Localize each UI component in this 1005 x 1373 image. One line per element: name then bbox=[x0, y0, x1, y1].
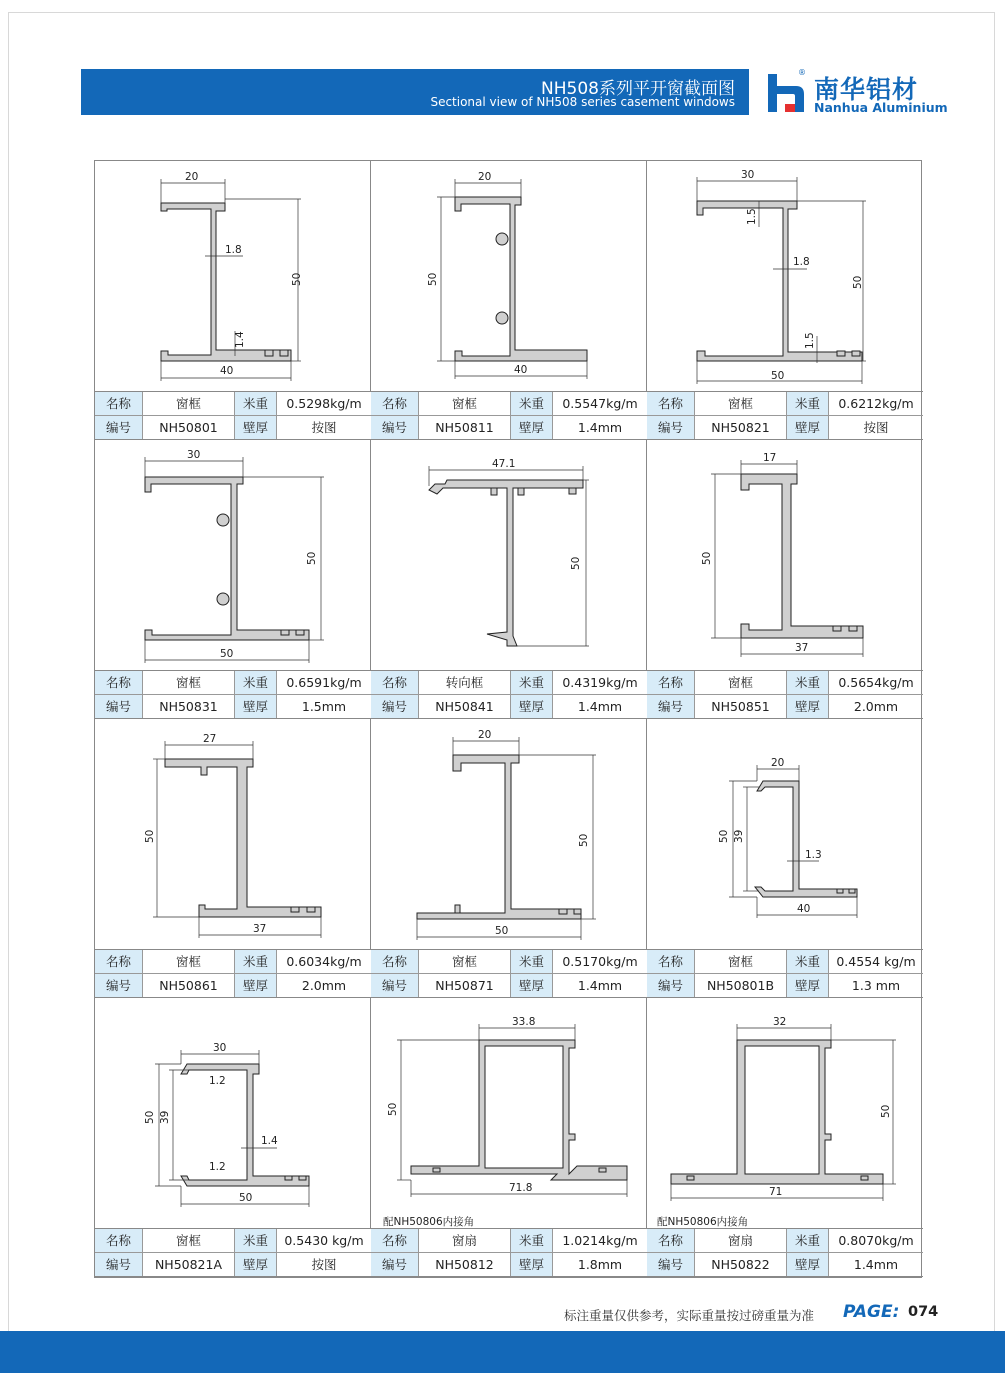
label-code: 编号 bbox=[647, 416, 694, 439]
profile-name: 窗框 bbox=[418, 950, 510, 973]
page-title: NH508系列平开窗截面图 bbox=[541, 79, 735, 99]
profile-code: NH50822 bbox=[694, 1253, 786, 1276]
section-drawing-nh50831 bbox=[95, 440, 371, 670]
label-weight: 米重 bbox=[786, 1229, 828, 1252]
label-name: 名称 bbox=[647, 392, 694, 415]
label-thickness: 壁厚 bbox=[786, 695, 828, 718]
dim-inner: 39 bbox=[159, 1110, 171, 1124]
section-drawing-nh50801b bbox=[647, 719, 923, 949]
label-code: 编号 bbox=[371, 695, 418, 718]
registered-mark: ® bbox=[798, 68, 806, 77]
dim-height: 50 bbox=[427, 272, 439, 286]
profile-code: NH50812 bbox=[418, 1253, 510, 1276]
label-name: 名称 bbox=[95, 950, 142, 973]
profile-code: NH50821A bbox=[142, 1253, 234, 1276]
dim-thickness: 1.2 bbox=[209, 1075, 226, 1087]
label-name: 名称 bbox=[371, 950, 418, 973]
label-weight: 米重 bbox=[510, 950, 552, 973]
profile-code: NH50851 bbox=[694, 695, 786, 718]
label-code: 编号 bbox=[647, 695, 694, 718]
profile-thickness: 2.0mm bbox=[276, 974, 371, 997]
profile-code: NH50801B bbox=[694, 974, 786, 997]
dim-top: 20 bbox=[771, 757, 785, 769]
page-label: PAGE: bbox=[843, 1302, 900, 1322]
profile-drawing bbox=[647, 161, 923, 392]
profile-thickness: 1.4mm bbox=[552, 974, 647, 997]
dim-height: 50 bbox=[701, 551, 713, 565]
label-thickness: 壁厚 bbox=[786, 416, 828, 439]
profile-code: NH50871 bbox=[418, 974, 510, 997]
profile-cell-nh50811 bbox=[371, 161, 647, 440]
profile-cell-nh50851 bbox=[647, 440, 923, 719]
brand-logo bbox=[768, 70, 948, 116]
dim-thickness: 1.8 bbox=[793, 256, 810, 268]
nanhua-logo-icon bbox=[768, 72, 806, 112]
dim-thickness: 1.3 bbox=[805, 849, 822, 861]
label-weight: 米重 bbox=[234, 392, 276, 415]
profile-weight: 0.6034kg/m bbox=[276, 950, 371, 973]
profile-info bbox=[371, 1229, 647, 1277]
profile-drawing bbox=[95, 998, 371, 1229]
label-weight: 米重 bbox=[234, 1229, 276, 1252]
profile-drawing bbox=[371, 440, 647, 671]
label-name: 名称 bbox=[371, 392, 418, 415]
label-code: 编号 bbox=[95, 974, 142, 997]
label-code: 编号 bbox=[95, 416, 142, 439]
label-name: 名称 bbox=[95, 671, 142, 694]
dim-height: 50 bbox=[880, 1104, 892, 1118]
label-weight: 米重 bbox=[786, 950, 828, 973]
profile-name: 窗框 bbox=[142, 671, 234, 694]
profile-name: 窗框 bbox=[694, 671, 786, 694]
section-drawing-nh50841 bbox=[371, 440, 647, 670]
profile-thickness: 1.4mm bbox=[552, 416, 647, 439]
profile-name: 窗框 bbox=[418, 392, 510, 415]
label-name: 名称 bbox=[647, 1229, 694, 1252]
label-name: 名称 bbox=[371, 1229, 418, 1252]
section-drawing-nh50812 bbox=[371, 998, 647, 1228]
dim-bottom: 37 bbox=[795, 642, 809, 654]
section-drawing-nh50861 bbox=[95, 719, 371, 949]
dim-top: 30 bbox=[741, 169, 755, 181]
profile-thickness: 1.8mm bbox=[552, 1253, 647, 1276]
section-drawing-nh50811 bbox=[371, 161, 647, 391]
label-weight: 米重 bbox=[234, 671, 276, 694]
dim-bottom: 50 bbox=[239, 1192, 253, 1204]
profile-grid bbox=[94, 160, 922, 1278]
page-subtitle: Sectional view of NH508 series casement windows bbox=[430, 95, 735, 109]
dim-top: 20 bbox=[478, 729, 492, 741]
dim-bottom: 40 bbox=[220, 365, 234, 377]
footer-disclaimer: 标注重量仅供参考，实际重量按过磅重量为准 bbox=[564, 1308, 815, 1323]
profile-code: NH50811 bbox=[418, 416, 510, 439]
profile-cell-nh50831 bbox=[95, 440, 371, 719]
label-thickness: 壁厚 bbox=[786, 974, 828, 997]
profile-info bbox=[371, 671, 647, 719]
profile-cell-nh50861 bbox=[95, 719, 371, 998]
profile-code: NH50861 bbox=[142, 974, 234, 997]
dim-top: 33.8 bbox=[512, 1016, 536, 1028]
dim-height: 50 bbox=[144, 1110, 156, 1124]
profile-info bbox=[95, 950, 371, 998]
dim-top: 20 bbox=[185, 171, 199, 183]
dim-height: 50 bbox=[570, 556, 582, 570]
profile-name: 窗框 bbox=[142, 1229, 234, 1252]
label-name: 名称 bbox=[647, 950, 694, 973]
profile-info bbox=[371, 950, 647, 998]
profile-cell-nh50821 bbox=[647, 161, 923, 440]
section-drawing-nh50801 bbox=[95, 161, 371, 391]
profile-name: 窗框 bbox=[142, 950, 234, 973]
section-drawing-nh50821a bbox=[95, 998, 371, 1228]
profile-weight: 0.5170kg/m bbox=[552, 950, 647, 973]
profile-info bbox=[95, 671, 371, 719]
header-banner bbox=[81, 69, 749, 115]
dim-top: 27 bbox=[203, 733, 217, 745]
brand-name-en: Nanhua Aluminium bbox=[814, 100, 948, 115]
profile-name: 窗框 bbox=[694, 392, 786, 415]
dim-top: 17 bbox=[763, 452, 777, 464]
profile-weight: 0.6212kg/m bbox=[828, 392, 923, 415]
label-thickness: 壁厚 bbox=[234, 1253, 276, 1276]
profile-cell-nh50841 bbox=[371, 440, 647, 719]
label-name: 名称 bbox=[95, 1229, 142, 1252]
brand-name-cn: 南华铝材 bbox=[814, 75, 919, 104]
profile-cell-nh50822 bbox=[647, 998, 923, 1277]
profile-info bbox=[647, 671, 923, 719]
dim-thickness: 1.5 bbox=[804, 332, 816, 349]
label-thickness: 壁厚 bbox=[234, 416, 276, 439]
profile-weight: 0.4319kg/m bbox=[552, 671, 647, 694]
profile-cell-nh50812 bbox=[371, 998, 647, 1277]
profile-note: 配NH50806内接角 bbox=[657, 1216, 749, 1228]
page-number: 074 bbox=[908, 1304, 939, 1320]
label-thickness: 壁厚 bbox=[786, 1253, 828, 1276]
dim-thickness: 1.4 bbox=[261, 1135, 278, 1147]
profile-weight: 0.5547kg/m bbox=[552, 392, 647, 415]
dim-height: 50 bbox=[852, 275, 864, 289]
profile-info bbox=[371, 392, 647, 440]
profile-cell-nh50821a bbox=[95, 998, 371, 1277]
label-name: 名称 bbox=[371, 671, 418, 694]
profile-cell-nh50801 bbox=[95, 161, 371, 440]
profile-info bbox=[647, 1229, 923, 1277]
profile-weight: 0.4554 kg/m bbox=[828, 950, 923, 973]
profile-name: 窗框 bbox=[142, 392, 234, 415]
profile-info bbox=[95, 392, 371, 440]
dim-top: 20 bbox=[478, 171, 492, 183]
profile-cell-nh50871 bbox=[371, 719, 647, 998]
label-thickness: 壁厚 bbox=[510, 974, 552, 997]
label-code: 编号 bbox=[647, 1253, 694, 1276]
dim-bottom: 40 bbox=[514, 364, 528, 376]
label-code: 编号 bbox=[95, 1253, 142, 1276]
profile-drawing bbox=[371, 998, 647, 1229]
profile-thickness: 2.0mm bbox=[828, 695, 923, 718]
profile-drawing bbox=[371, 161, 647, 392]
profile-thickness: 按图 bbox=[276, 1253, 371, 1276]
label-thickness: 壁厚 bbox=[510, 1253, 552, 1276]
section-drawing-nh50822 bbox=[647, 998, 923, 1228]
dim-top: 32 bbox=[773, 1016, 787, 1028]
dim-top: 30 bbox=[213, 1042, 227, 1054]
label-weight: 米重 bbox=[510, 392, 552, 415]
label-weight: 米重 bbox=[510, 1229, 552, 1252]
profile-info bbox=[647, 392, 923, 440]
dim-top: 30 bbox=[187, 449, 201, 461]
profile-drawing bbox=[95, 440, 371, 671]
dim-height: 50 bbox=[144, 829, 156, 843]
profile-drawing bbox=[647, 719, 923, 950]
profile-thickness: 1.4mm bbox=[828, 1253, 923, 1276]
profile-thickness: 1.4mm bbox=[552, 695, 647, 718]
dim-height: 50 bbox=[387, 1102, 399, 1116]
label-weight: 米重 bbox=[234, 950, 276, 973]
dim-thickness: 1.4 bbox=[234, 331, 246, 348]
dim-bottom: 50 bbox=[220, 648, 234, 660]
section-drawing-nh50871 bbox=[371, 719, 647, 949]
dim-thickness: 1.8 bbox=[225, 244, 242, 256]
label-thickness: 壁厚 bbox=[510, 416, 552, 439]
profile-drawing bbox=[95, 161, 371, 392]
profile-thickness: 按图 bbox=[828, 416, 923, 439]
dim-bottom: 50 bbox=[771, 370, 785, 382]
label-code: 编号 bbox=[647, 974, 694, 997]
dim-bottom: 71.8 bbox=[509, 1182, 533, 1194]
profile-drawing bbox=[647, 998, 923, 1229]
label-thickness: 壁厚 bbox=[510, 695, 552, 718]
dim-height: 50 bbox=[578, 833, 590, 847]
profile-name: 窗扇 bbox=[694, 1229, 786, 1252]
label-name: 名称 bbox=[95, 392, 142, 415]
profile-info bbox=[95, 1229, 371, 1277]
label-name: 名称 bbox=[647, 671, 694, 694]
profile-code: NH50831 bbox=[142, 695, 234, 718]
profile-code: NH50801 bbox=[142, 416, 234, 439]
dim-inner: 39 bbox=[733, 829, 745, 843]
profile-drawing bbox=[371, 719, 647, 950]
profile-name: 窗扇 bbox=[418, 1229, 510, 1252]
dim-height: 50 bbox=[306, 551, 318, 565]
label-weight: 米重 bbox=[510, 671, 552, 694]
profile-thickness: 1.3 mm bbox=[828, 974, 923, 997]
profile-weight: 0.8070kg/m bbox=[828, 1229, 923, 1252]
profile-cell-nh50801b bbox=[647, 719, 923, 998]
dim-top: 47.1 bbox=[492, 458, 516, 470]
profile-drawing bbox=[95, 719, 371, 950]
label-code: 编号 bbox=[371, 974, 418, 997]
label-thickness: 壁厚 bbox=[234, 695, 276, 718]
dim-bottom: 50 bbox=[495, 925, 509, 937]
label-code: 编号 bbox=[371, 416, 418, 439]
dim-bottom: 40 bbox=[797, 903, 811, 915]
footer-banner bbox=[0, 1331, 1005, 1373]
label-thickness: 壁厚 bbox=[234, 974, 276, 997]
profile-note: 配NH50806内接角 bbox=[383, 1216, 475, 1228]
dim-thickness: 1.5 bbox=[746, 208, 758, 225]
section-drawing-nh50821 bbox=[647, 161, 923, 391]
profile-info bbox=[647, 950, 923, 998]
profile-weight: 1.0214kg/m bbox=[552, 1229, 647, 1252]
dim-height: 50 bbox=[291, 272, 303, 286]
label-code: 编号 bbox=[371, 1253, 418, 1276]
dim-bottom: 71 bbox=[769, 1186, 783, 1198]
dim-thickness: 1.2 bbox=[209, 1161, 226, 1173]
profile-weight: 0.6591kg/m bbox=[276, 671, 371, 694]
profile-code: NH50841 bbox=[418, 695, 510, 718]
profile-name: 窗框 bbox=[694, 950, 786, 973]
section-drawing-nh50851 bbox=[647, 440, 923, 670]
profile-drawing bbox=[647, 440, 923, 671]
profile-code: NH50821 bbox=[694, 416, 786, 439]
label-code: 编号 bbox=[95, 695, 142, 718]
profile-weight: 0.5430 kg/m bbox=[276, 1229, 371, 1252]
label-weight: 米重 bbox=[786, 671, 828, 694]
label-weight: 米重 bbox=[786, 392, 828, 415]
dim-height: 50 bbox=[718, 829, 730, 843]
profile-name: 转向框 bbox=[418, 671, 510, 694]
profile-weight: 0.5298kg/m bbox=[276, 392, 371, 415]
profile-weight: 0.5654kg/m bbox=[828, 671, 923, 694]
profile-thickness: 按图 bbox=[276, 416, 371, 439]
profile-thickness: 1.5mm bbox=[276, 695, 371, 718]
dim-bottom: 37 bbox=[253, 923, 267, 935]
